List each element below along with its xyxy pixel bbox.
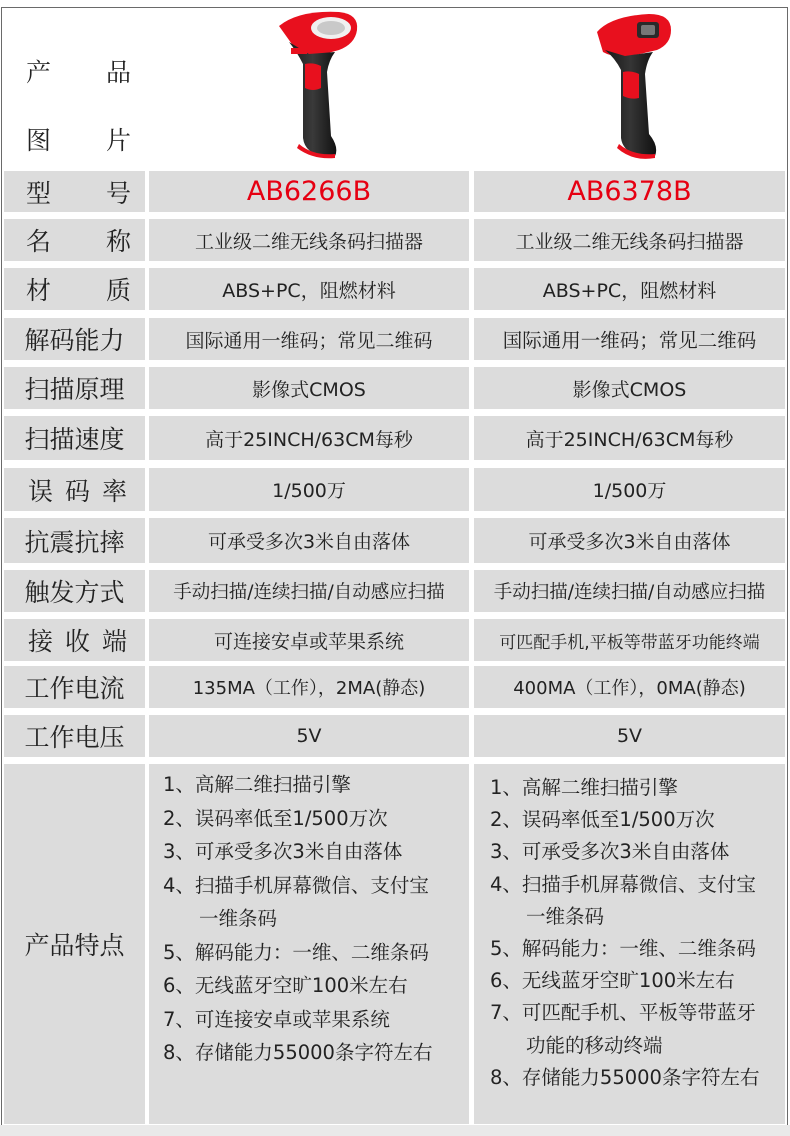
product-a-name: 工业级二维无线条码扫描器 (194, 230, 423, 253)
product-b-receiver: 可匹配手机,平板等带蓝牙功能终端 (499, 632, 760, 653)
feature-item: 1、高解二维扫描引擎 (163, 773, 351, 796)
label-features: 产品特点 (24, 931, 125, 960)
product-b-shock-cell (474, 518, 785, 563)
product-a-decode-cell (149, 318, 469, 360)
label-shock: 抗震抗摔 (24, 527, 125, 557)
feature-item: 1、高解二维扫描引擎 (490, 776, 678, 799)
product-b-model-cell (474, 171, 785, 212)
feature-item: 8、存储能力55000条字符左右 (490, 1065, 760, 1089)
product-a-speed: 高于25INCH/63CM每秒 (205, 428, 413, 451)
row-error-rate (1, 468, 788, 511)
product-b-name: 工业级二维无线条码扫描器 (515, 230, 744, 253)
feature-item: 6、无线蓝牙空旷100米左右 (490, 969, 735, 993)
label-receiver: 接 收 端 (28, 627, 127, 656)
product-a-speed-cell (149, 416, 469, 460)
label-decode: 解码能力 (24, 326, 125, 355)
product-a-features-list (163, 768, 432, 1070)
label-material: 材 质 (26, 276, 131, 305)
product-a-error-rate-cell (149, 468, 469, 511)
product-a-shock: 可承受多次3米自由落体 (207, 531, 411, 553)
barcode-scanner-b-image (591, 12, 681, 162)
row-speed (1, 416, 788, 460)
label-name: 名 称 (26, 227, 131, 256)
row-voltage (1, 715, 788, 757)
label-shock-cell (4, 518, 145, 563)
feature-item: 一维条码 (526, 904, 605, 928)
barcode-scanner-a-image (269, 8, 369, 161)
row-shock (1, 518, 788, 563)
product-a-principle-cell (149, 367, 469, 409)
product-b-current: 400MA（工作），0MA(静态) (513, 678, 746, 699)
label-trigger-cell (4, 570, 145, 612)
label-principle: 扫描原理 (24, 375, 125, 404)
label-model-cell (4, 171, 145, 212)
product-b-model: AB6378B (567, 176, 692, 207)
label-picture-line1: 产 品 (26, 58, 131, 87)
product-b-error-rate: 1/500万 (592, 480, 667, 502)
row-model (1, 171, 788, 212)
product-b-current-cell (474, 666, 785, 708)
label-name-cell (4, 219, 145, 261)
product-a-current: 135MA（工作），2MA(静态) (192, 678, 426, 699)
product-b-voltage-cell (474, 715, 785, 757)
product-a-receiver: 可连接安卓或苹果系统 (213, 630, 404, 653)
label-current: 工作电流 (24, 674, 125, 703)
product-a-voltage-cell (149, 715, 469, 757)
row-features (1, 764, 788, 1124)
feature-item: 8、存储能力55000条字符左右 (163, 1041, 433, 1064)
product-a-receiver-cell (149, 619, 469, 661)
feature-item: 3、可承受多次3米自由落体 (490, 840, 730, 864)
label-principle-cell (4, 367, 145, 409)
product-b-decode-cell (474, 318, 785, 360)
bottom-strip (0, 1125, 790, 1136)
feature-item: 一维条码 (199, 907, 278, 930)
label-picture-line2: 图 片 (26, 126, 131, 155)
feature-item: 2、误码率低至1/500万次 (163, 806, 388, 830)
product-a-model-cell (149, 171, 469, 212)
label-voltage-cell (4, 715, 145, 757)
feature-item: 4、扫描手机屏幕微信、支付宝 (163, 873, 429, 897)
product-b-error-rate-cell (474, 468, 785, 511)
row-name (1, 219, 788, 261)
product-b-decode: 国际通用一维码；常见二维码 (502, 329, 757, 352)
product-a-material: ABS+PC，阻燃材料 (222, 279, 396, 302)
product-a-shock-cell (149, 518, 469, 563)
product-b-name-cell (474, 219, 785, 261)
product-a-decode: 国际通用一维码；常见二维码 (185, 329, 433, 352)
label-error-rate: 误 码 率 (28, 476, 127, 506)
product-a-voltage: 5V (296, 725, 322, 747)
product-a-error-rate: 1/500万 (272, 480, 346, 502)
product-a-trigger-cell (149, 570, 469, 612)
product-a-current-cell (149, 666, 469, 708)
product-b-principle: 影像式CMOS (572, 378, 687, 401)
row-trigger (1, 570, 788, 612)
product-b-features-list (490, 772, 759, 1094)
product-b-trigger: 手动扫描/连续扫描/自动感应扫描 (493, 582, 766, 603)
feature-item: 5、解码能力：一维、二维条码 (490, 937, 756, 961)
label-error-rate-cell (4, 468, 145, 511)
product-a-model: AB6266B (246, 176, 372, 207)
label-material-cell (4, 268, 145, 310)
label-receiver-cell (4, 619, 145, 661)
product-b-speed-cell (474, 416, 785, 460)
label-model: 型 号 (26, 178, 131, 208)
feature-item: 4、扫描手机屏幕微信、支付宝 (490, 872, 756, 896)
label-features-cell (4, 764, 145, 1124)
feature-item: 3、可承受多次3米自由落体 (163, 840, 403, 863)
feature-item: 5、解码能力：一维、二维条码 (163, 940, 429, 964)
product-a-principle: 影像式CMOS (252, 378, 366, 401)
product-b-shock: 可承受多次3米自由落体 (528, 531, 731, 553)
product-b-speed: 高于25INCH/63CM每秒 (525, 428, 734, 451)
label-current-cell (4, 666, 145, 708)
row-receiver (1, 619, 788, 661)
product-b-material: ABS+PC，阻燃材料 (542, 279, 717, 302)
row-decode (1, 318, 788, 360)
row-principle (1, 367, 788, 409)
feature-item: 功能的移动终端 (526, 1033, 663, 1057)
product-b-voltage: 5V (616, 725, 643, 747)
product-a-trigger: 手动扫描/连续扫描/自动感应扫描 (173, 582, 445, 603)
row-product-picture (1, 8, 788, 161)
label-trigger: 触发方式 (24, 578, 125, 607)
row-current (1, 666, 788, 708)
feature-item: 7、可连接安卓或苹果系统 (163, 1007, 390, 1031)
product-a-name-cell (149, 219, 469, 261)
label-speed: 扫描速度 (24, 425, 125, 454)
row-material (1, 268, 788, 310)
label-product-picture (4, 8, 145, 161)
feature-item: 6、无线蓝牙空旷100米左右 (163, 974, 408, 997)
product-b-trigger-cell (474, 570, 785, 612)
feature-item: 7、可匹配手机、平板等带蓝牙 (490, 1001, 756, 1025)
product-b-material-cell (474, 268, 785, 310)
label-decode-cell (4, 318, 145, 360)
label-voltage: 工作电压 (24, 723, 125, 752)
product-b-receiver-cell (474, 619, 785, 661)
product-b-features-cell (474, 764, 785, 1124)
product-a-material-cell (149, 268, 469, 310)
product-a-features-cell (149, 764, 469, 1124)
feature-item: 2、误码率低至1/500万次 (490, 808, 715, 832)
label-speed-cell (4, 416, 145, 460)
product-b-principle-cell (474, 367, 785, 409)
